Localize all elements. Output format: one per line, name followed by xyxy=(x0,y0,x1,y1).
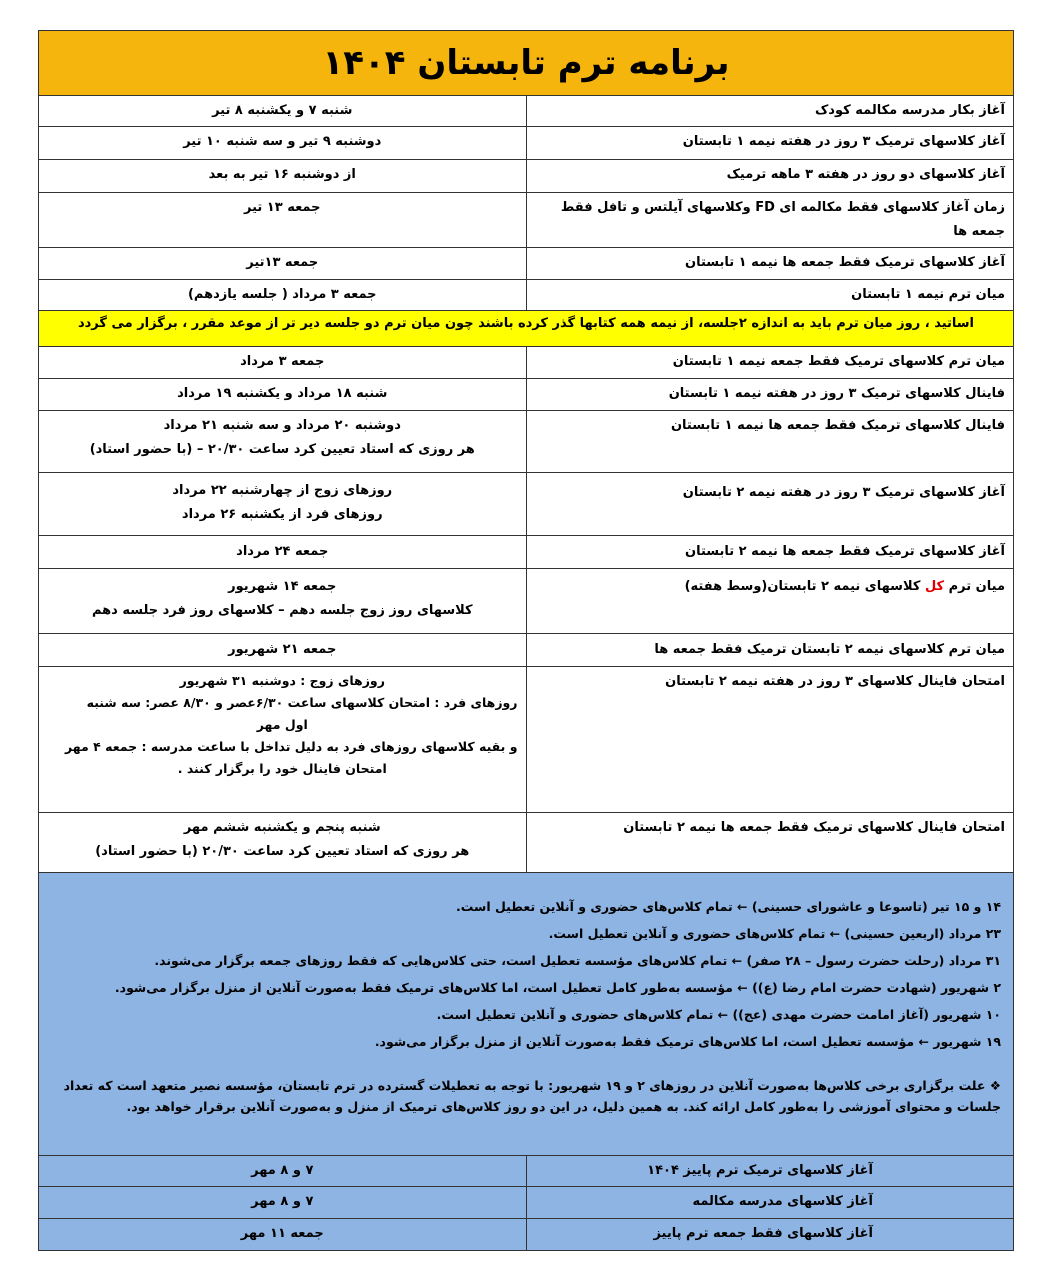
row-label: فاینال کلاسهای ترمیک ۳ روز در هفته نیمه ۱ تابستان xyxy=(526,379,1014,411)
row-label: آغاز کلاسهای ترمیک ترم پاییز ۱۴۰۴ xyxy=(526,1156,1014,1187)
row-label: امتحان فاینال کلاسهای ترمیک فقط جمعه ها نیمه ۲ تابستان xyxy=(526,813,1014,873)
row-label: میان ترم کلاسهای نیمه ۲ تابستان ترمیک فقط جمعه ها xyxy=(526,634,1014,667)
table-row xyxy=(39,411,1014,473)
holiday-note: ۱۰ شهریور (آغاز امامت حضرت مهدی (عج)) ← تمام کلاس‌های حضوری و آنلاین تعطیل است. xyxy=(436,1007,1001,1022)
value-line: روزهای زوج از چهارشنبه ۲۲ مرداد xyxy=(172,483,393,498)
table-row xyxy=(39,127,1014,160)
holiday-note: ۱۹ شهریور ← مؤسسه تعطیل است، اما کلاس‌های ترمیک فقط به‌صورت آنلاین از منزل برگزار می‌شود. xyxy=(374,1034,1001,1049)
table-row xyxy=(39,347,1014,379)
table-row xyxy=(39,813,1014,873)
holiday-note: ۲ شهریور (شهادت حضرت امام رضا (ع)) ← مؤسسه به‌طور کامل تعطیل است، اما کلاس‌های ترمیک فقط به‌صورت آنلاین از منزل برگزار می‌شود. xyxy=(114,980,1001,995)
table-row xyxy=(39,667,1014,813)
row-value: جمعه ۱۳تیر xyxy=(39,248,527,280)
table-row xyxy=(39,96,1014,127)
teacher-notice: اساتید ، روز میان ترم باید به اندازه ۲جلسه، از نیمه همه کتابها گذر کرده باشند چون میان ترم دو جلسه دیر تر از موعد مقرر ، برگزار می گردد xyxy=(39,311,1014,347)
table-row xyxy=(39,280,1014,311)
value-line: دوشنبه ۲۰ مرداد و سه شنبه ۲۱ مرداد xyxy=(163,418,401,433)
label-highlight: کل xyxy=(924,579,945,594)
table-row xyxy=(39,160,1014,193)
table-row xyxy=(39,1187,1014,1219)
row-label: میان ترم نیمه ۱ تابستان xyxy=(526,280,1014,311)
row-value: جمعه ۳ مرداد xyxy=(39,347,527,379)
row-value xyxy=(39,667,527,813)
row-value: جمعه ۳ مرداد ( جلسه یازدهم) xyxy=(39,280,527,311)
row-value: جمعه ۱۳ تیر xyxy=(39,193,527,248)
row-label: آغاز کلاسهای ترمیک فقط جمعه ها نیمه ۲ تابستان xyxy=(526,536,1014,569)
value-line: اول مهر xyxy=(256,717,308,732)
row-value: جمعه ۲۱ شهریور xyxy=(39,634,527,667)
row-value: شنبه ۷ و یکشنبه ۸ تیر xyxy=(39,96,527,127)
row-value xyxy=(39,813,527,873)
value-line: هر روزی که استاد تعیین کرد ساعت ۲۰/۳۰ – (با حضور استاد) xyxy=(89,442,475,457)
table-row xyxy=(39,473,1014,536)
row-label: آغاز کلاسهای مدرسه مکالمه xyxy=(526,1187,1014,1219)
row-label: میان ترم کلاسهای ترمیک فقط جمعه نیمه ۱ تابستان xyxy=(526,347,1014,379)
table-row xyxy=(39,569,1014,634)
holiday-note: ۲۳ مرداد (اربعین حسینی) ← تمام کلاس‌های حضوری و آنلاین تعطیل است. xyxy=(548,926,1001,941)
row-value xyxy=(39,411,527,473)
value-line: کلاسهای روز زوج جلسه دهم – کلاسهای روز فرد جلسه دهم xyxy=(91,603,473,618)
value-line: روزهای فرد از یکشنبه ۲۶ مرداد xyxy=(181,507,383,522)
label-part: کلاسهای نیمه ۲ تابستان(وسط هفته) xyxy=(684,579,925,594)
row-label xyxy=(526,569,1014,634)
value-line: روزهای زوج : دوشنبه ۳۱ شهریور xyxy=(179,673,385,688)
row-value: جمعه ۲۴ مرداد xyxy=(39,536,527,569)
row-label: زمان آغاز کلاسهای فقط مکالمه ای FD وکلاسهای آیلتس و تافل فقط جمعه ها xyxy=(526,193,1014,248)
holiday-notes xyxy=(39,873,1014,1156)
teacher-notice-row xyxy=(39,311,1014,347)
row-value: شنبه ۱۸ مرداد و یکشنبه ۱۹ مرداد xyxy=(39,379,527,411)
row-value: از دوشنبه ۱۶ تیر به بعد xyxy=(39,160,527,193)
table-row xyxy=(39,634,1014,667)
row-label: امتحان فاینال کلاسهای ۳ روز در هفته نیمه ۲ تابستان xyxy=(526,667,1014,813)
row-label: آغاز کلاسهای فقط جمعه ترم پاییز xyxy=(526,1219,1014,1251)
value-line: و بقیه کلاسهای روزهای فرد به دلیل تداخل با ساعت مدرسه : جمعه ۴ مهر xyxy=(65,739,518,754)
title-row xyxy=(39,31,1014,96)
holiday-notes-row xyxy=(39,873,1014,1156)
row-label: آغاز کلاسهای دو روز در هفته ۳ ماهه ترمیک xyxy=(526,160,1014,193)
schedule-table xyxy=(38,30,1014,1251)
row-label: آغاز کلاسهای ترمیک ۳ روز در هفته نیمه ۱ تابستان xyxy=(526,127,1014,160)
table-row xyxy=(39,1156,1014,1187)
schedule-sheet xyxy=(38,30,1014,1251)
table-row xyxy=(39,1219,1014,1251)
page-title: برنامه ترم تابستان ۱۴۰۴ xyxy=(39,31,1014,96)
value-line: شنبه پنجم و یکشنبه ششم مهر xyxy=(183,820,381,835)
row-value: جمعه ۱۱ مهر xyxy=(39,1219,527,1251)
table-row xyxy=(39,193,1014,248)
row-label: آغاز کلاسهای ترمیک فقط جمعه ها نیمه ۱ تابستان xyxy=(526,248,1014,280)
row-value xyxy=(39,473,527,536)
row-value: دوشنبه ۹ تیر و سه شنبه ۱۰ تیر xyxy=(39,127,527,160)
table-row xyxy=(39,536,1014,569)
online-reason-note: ❖ علت برگزاری برخی کلاس‌ها به‌صورت آنلاین در روزهای ۲ و ۱۹ شهریور: با توجه به تعطیلات گسترده در ترم تابستان، مؤسسه نصیر متعهد است که تعداد جلسات و محتوای آموزشی را به‌طور کامل ارائه کند. به همین دلیل، در این دو روز کلاس‌های ترمیک از منزل و به‌صورت آنلاین برقرار خواهد بود. xyxy=(63,1078,1001,1114)
table-row xyxy=(39,248,1014,280)
label-part: میان ترم xyxy=(944,579,1005,594)
value-line: هر روزی که استاد تعیین کرد ساعت ۲۰/۳۰ (با حضور استاد) xyxy=(95,844,470,859)
table-row xyxy=(39,379,1014,411)
row-value: ۷ و ۸ مهر xyxy=(39,1156,527,1187)
value-line: امتحان فاینال خود را برگزار کنند . xyxy=(177,761,387,776)
value-line: روزهای فرد : امتحان کلاسهای ساعت ۶/۳۰عصر و ۸/۳۰ عصر: سه شنبه xyxy=(86,695,518,710)
holiday-note: ۳۱ مرداد (رحلت حضرت رسول – ۲۸ صفر) ← تمام کلاس‌های مؤسسه تعطیل است، حتی کلاس‌هایی که فقط روزهای جمعه برگزار می‌شوند. xyxy=(154,953,1001,968)
row-label: فاینال کلاسهای ترمیک فقط جمعه ها نیمه ۱ تابستان xyxy=(526,411,1014,473)
row-value xyxy=(39,569,527,634)
value-line: جمعه ۱۴ شهریور xyxy=(228,579,337,594)
holiday-note: ۱۴ و ۱۵ تیر (تاسوعا و عاشورای حسینی) ← تمام کلاس‌های حضوری و آنلاین تعطیل است. xyxy=(456,899,1001,914)
row-label: آغاز بکار مدرسه مکالمه کودک xyxy=(526,96,1014,127)
row-value: ۷ و ۸ مهر xyxy=(39,1187,527,1219)
row-label: آغاز کلاسهای ترمیک ۳ روز در هفته نیمه ۲ تابستان xyxy=(526,473,1014,536)
